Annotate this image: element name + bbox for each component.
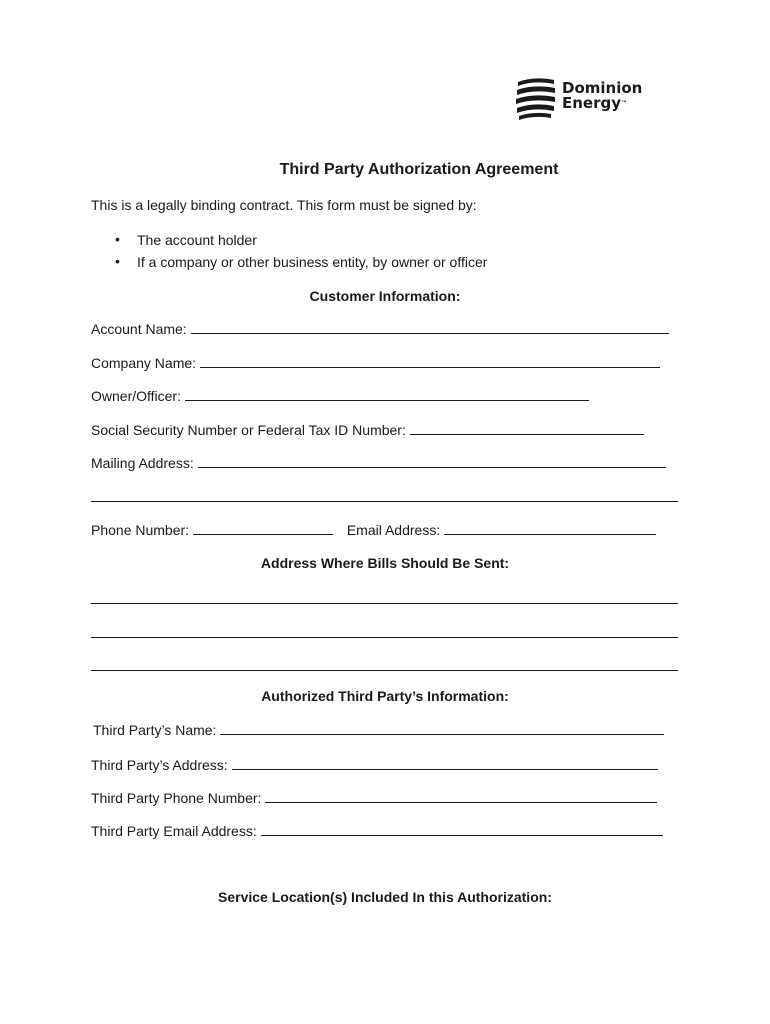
phone-number-field[interactable] bbox=[193, 521, 333, 535]
company-name-label: Company Name: bbox=[91, 355, 197, 371]
mailing-address-line-2-field[interactable] bbox=[91, 501, 678, 502]
third-party-heading: Authorized Third Party’s Information: bbox=[261, 688, 509, 704]
service-locations-heading: Service Location(s) Included In this Authorization: bbox=[218, 889, 552, 905]
account-name-field[interactable] bbox=[191, 320, 669, 334]
logo-wordmark bbox=[562, 81, 642, 111]
company-name-field[interactable] bbox=[200, 354, 660, 368]
bullet-icon: • bbox=[115, 253, 120, 269]
third-party-phone-row bbox=[91, 789, 657, 806]
page-title: Third Party Authorization Agreement bbox=[279, 161, 559, 178]
email-address-field[interactable] bbox=[444, 521, 656, 535]
trademark-symbol: ™ bbox=[621, 100, 628, 107]
third-party-email-field[interactable] bbox=[261, 822, 663, 836]
mailing-address-field[interactable] bbox=[198, 454, 666, 468]
third-party-email-label: Third Party Email Address: bbox=[91, 823, 257, 839]
third-party-address-row bbox=[91, 756, 658, 773]
third-party-name-field[interactable] bbox=[220, 721, 664, 735]
third-party-name-row bbox=[93, 721, 664, 738]
logo-line-energy: Energy™ bbox=[562, 94, 628, 112]
third-party-address-field[interactable] bbox=[232, 756, 658, 770]
third-party-name-label: Third Party’s Name: bbox=[93, 722, 217, 738]
billing-address-line-2-field[interactable] bbox=[91, 637, 678, 638]
ssn-tax-id-field[interactable] bbox=[410, 421, 644, 435]
billing-address-line-3-field[interactable] bbox=[91, 670, 678, 671]
ssn-tax-id-label: Social Security Number or Federal Tax ID Number: bbox=[91, 422, 406, 438]
signer-item-business-entity: If a company or other business entity, by owner or officer bbox=[137, 254, 488, 270]
dominion-energy-logo bbox=[514, 74, 654, 124]
customer-information-heading: Customer Information: bbox=[309, 288, 461, 304]
owner-officer-field[interactable] bbox=[185, 387, 589, 401]
mailing-address-label: Mailing Address: bbox=[91, 455, 194, 471]
phone-number-label: Phone Number: bbox=[91, 522, 190, 538]
intro-text: This is a legally binding contract. This form must be signed by: bbox=[91, 197, 477, 213]
third-party-phone-label: Third Party Phone Number: bbox=[91, 790, 262, 806]
ssn-tax-id-row bbox=[91, 421, 644, 438]
owner-officer-row bbox=[91, 387, 589, 404]
email-address-label: Email Address: bbox=[346, 522, 441, 538]
mailing-address-row bbox=[91, 454, 666, 471]
owner-officer-label: Owner/Officer: bbox=[91, 388, 181, 404]
company-name-row bbox=[91, 354, 660, 371]
signer-item-account-holder: The account holder bbox=[137, 232, 257, 248]
account-name-row bbox=[91, 320, 669, 337]
third-party-address-label: Third Party’s Address: bbox=[91, 757, 228, 773]
account-name-label: Account Name: bbox=[91, 321, 187, 337]
third-party-phone-field[interactable] bbox=[265, 789, 657, 803]
logo-line-dominion: Dominion bbox=[562, 79, 643, 97]
dominion-energy-mark-icon bbox=[514, 74, 558, 124]
bullet-icon: • bbox=[115, 231, 120, 247]
billing-address-heading: Address Where Bills Should Be Sent: bbox=[260, 555, 510, 571]
third-party-email-row bbox=[91, 822, 663, 839]
phone-email-row bbox=[91, 521, 656, 538]
billing-address-line-1-field[interactable] bbox=[91, 603, 678, 604]
